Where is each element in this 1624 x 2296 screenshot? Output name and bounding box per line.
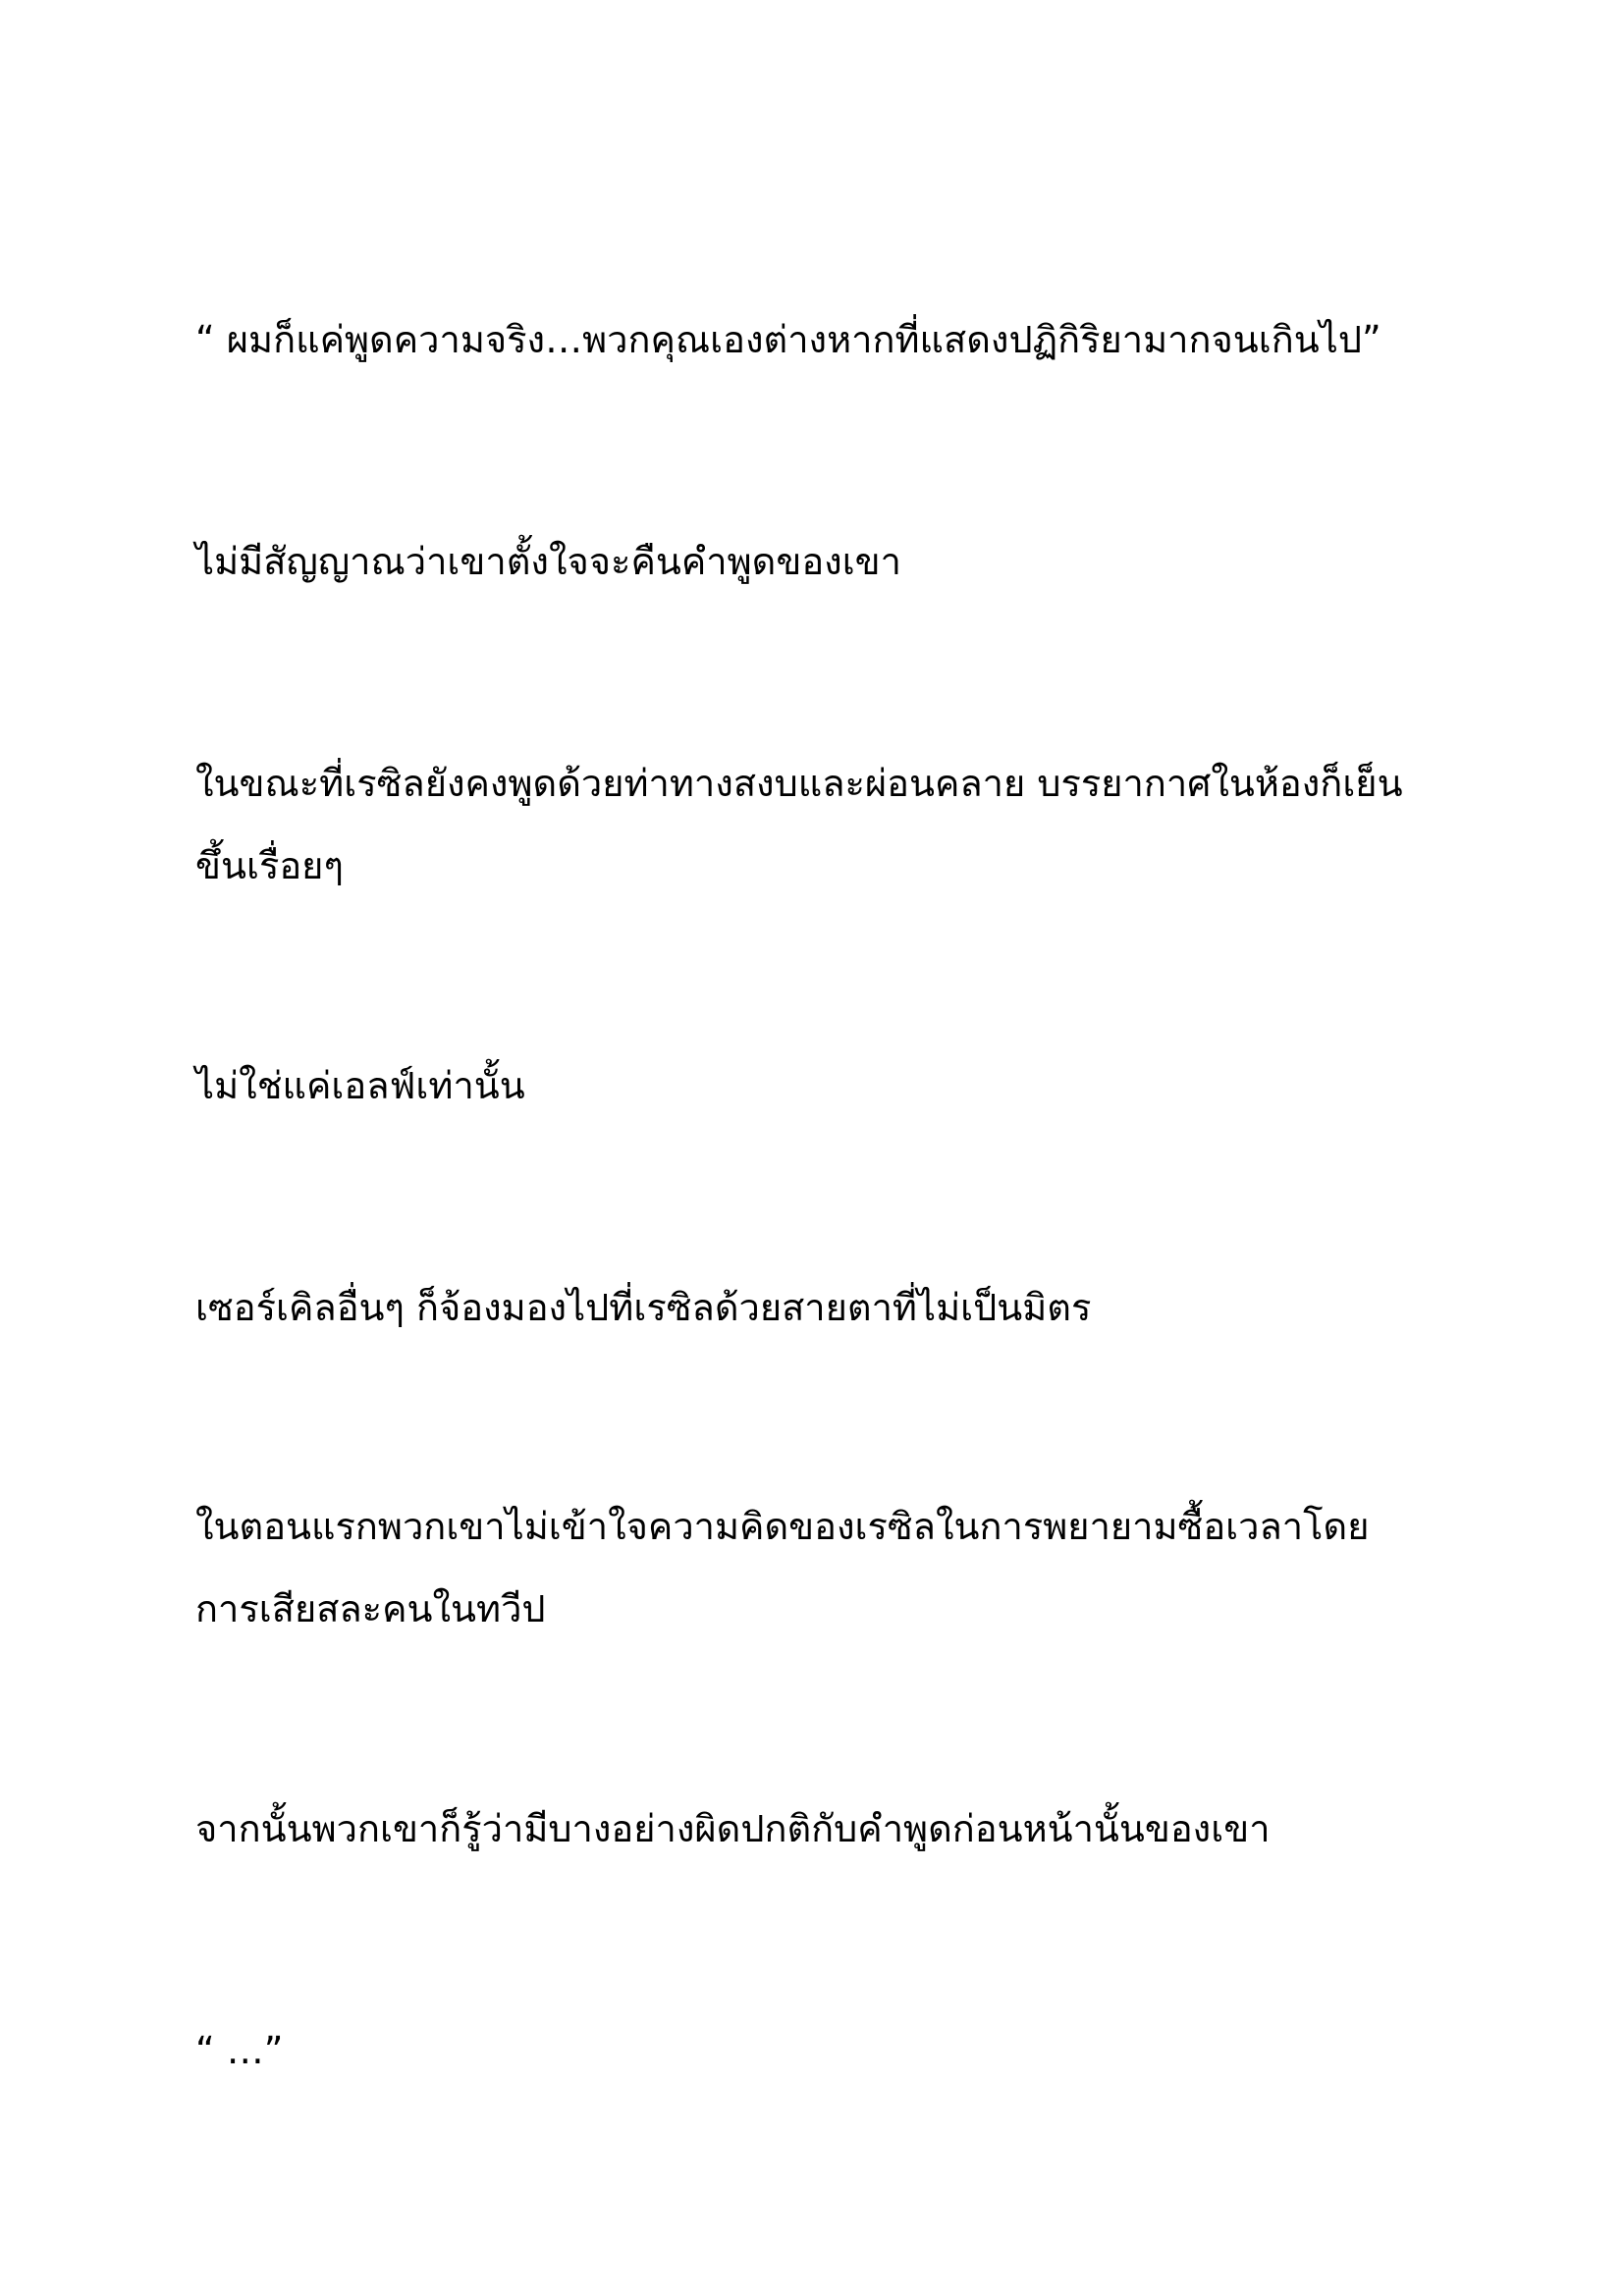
paragraph-ellipsis-dialogue: “ …” [195,2029,284,2072]
paragraph-atmosphere: ในขณะที่เรซิลยังคงพูดด้วยท่าทางสงบและผ่อนคลาย บรรยากาศในห้องก็เย็นขึ้นเรื่อยๆ [195,762,1403,887]
paragraph-dialogue-truth: “ ผมก็แค่พูดความจริง…พวกคุณเองต่างหากที่แสดงปฏิกิริยามากจนเกินไป” [195,318,1381,361]
paragraph-not-only-elves: ไม่ใช่แค่เอลฟ์เท่านั้น [195,1064,525,1107]
paragraph-realized: จากนั้นพวกเขาก็รู้ว่ามีบางอย่างผิดปกติกับคำพูดก่อนหน้านั้นของเขา [195,1807,1271,1850]
paragraph-other-circles: เซอร์เคิลอื่นๆ ก็จ้องมองไปที่เรซิลด้วยสายตาที่ไม่เป็นมิตร [195,1286,1092,1329]
paragraph-at-first: ในตอนแรกพวกเขาไม่เข้าใจความคิดของเรซิลในการพยายามซื้อเวลาโดยการเสียสละคนในทวีป [195,1505,1370,1630]
paragraph-no-sign: ไม่มีสัญญาณว่าเขาตั้งใจจะคืนคำพูดของเขา [195,540,901,583]
